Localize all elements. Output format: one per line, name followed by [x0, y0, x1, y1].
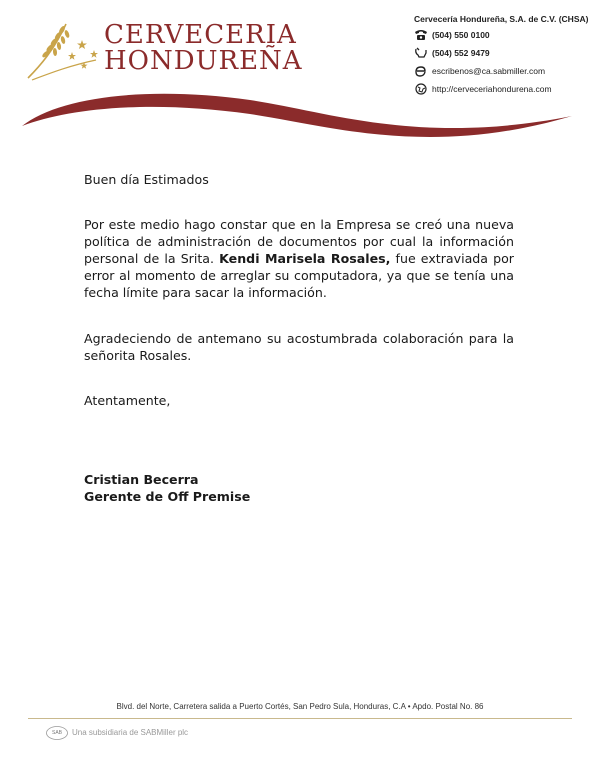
sab-logo-icon	[46, 726, 68, 740]
website-link[interactable]: http://cerveceriahondurena.com	[432, 83, 552, 94]
signer-title: Gerente de Off Premise	[84, 489, 251, 504]
company-name: Cervecería Hondureña, S.A. de C.V. (CHSA)	[414, 14, 589, 24]
letter-body	[84, 171, 514, 505]
paragraph-1-start: Por este medio hago constar que en la Empresa se creó una nueva política de administración de documentos por cual la información personal de la Srita.	[84, 217, 514, 266]
fax-icon	[414, 47, 428, 59]
greeting: Buen día Estimados	[84, 172, 209, 187]
phone-icon	[414, 29, 428, 41]
paragraph-1	[84, 216, 514, 301]
sab-logo-text: SAB	[51, 730, 63, 736]
fax-number: (504) 552 9479	[432, 47, 490, 58]
email-link[interactable]: escribenos@ca.sabmiller.com	[432, 65, 546, 76]
company-contact-block	[414, 14, 596, 97]
wheat-stars-logo-icon	[18, 16, 110, 86]
employee-name: Kendi Marisela Rosales,	[219, 251, 391, 266]
subsidiary-note: Una subsidiaria de SABMiller plc	[72, 728, 189, 737]
signer-name: Cristian Becerra	[84, 472, 199, 487]
footer-address: Blvd. del Norte, Carretera salida a Puerto Cortés, San Pedro Sula, Honduras, C.A • Apdo. Postal No. 86	[116, 702, 484, 711]
email-icon	[414, 65, 428, 77]
closing: Atentamente,	[84, 393, 171, 408]
contact-phone	[414, 26, 596, 43]
footer-divider	[28, 718, 572, 719]
phone-number: (504) 550 0100	[432, 29, 490, 40]
brand-line-1: CERVECERIA	[104, 20, 297, 50]
paragraph-2: Agradeciendo de antemano su acostumbrada colaboración para la señorita Rosales.	[84, 331, 514, 363]
contact-fax	[414, 44, 596, 61]
contact-email[interactable]	[414, 62, 596, 79]
brand-wordmark	[104, 22, 303, 74]
paragraph-1-end: fue extraviada por error al momento de arreglar su computadora, ya que se tenía una fecha límite para sacar la información.	[84, 251, 514, 300]
header-swoosh-decoration	[0, 83, 600, 146]
brand-line-2: HONDUREÑA	[104, 46, 303, 76]
